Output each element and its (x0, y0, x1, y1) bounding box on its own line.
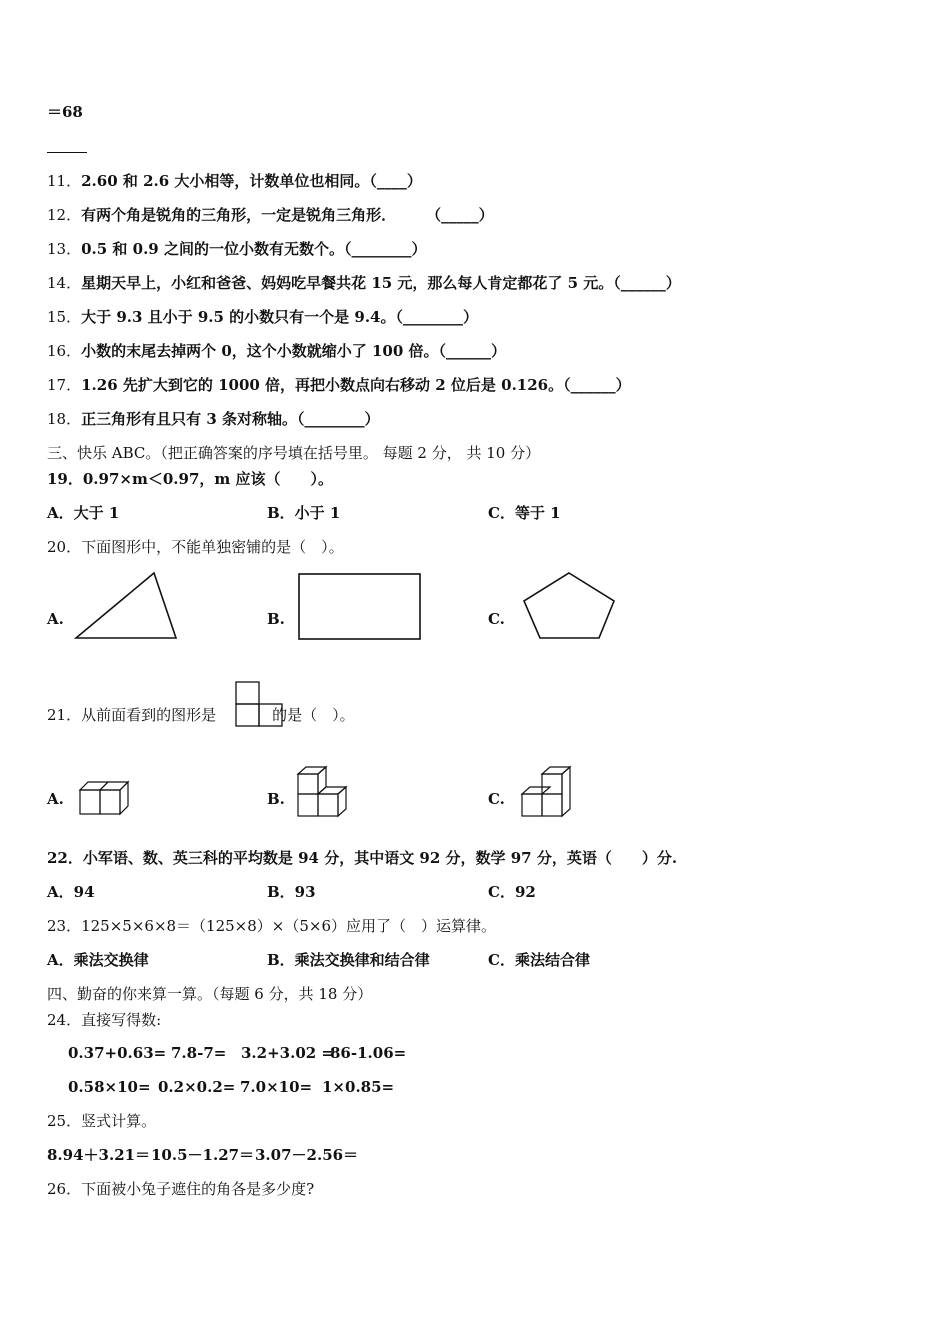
vertical-calc-item: 3.07－2.56＝ (255, 1146, 359, 1164)
q19-option-b: B．小于 1 (267, 504, 341, 522)
q21-option-c-label: C. (488, 790, 505, 808)
question-21-stem (47, 705, 355, 725)
question-18 (47, 409, 379, 429)
question-12 (47, 205, 494, 225)
q19-option-a: A．大于 1 (47, 504, 120, 522)
calc-item: 0.37+0.63= (68, 1044, 167, 1062)
q22-option-b: B．93 (267, 883, 316, 901)
question-number: 12． (47, 206, 82, 224)
question-text: 2.60 和 2.6 大小相等，计数单位也相同。（____） (81, 172, 422, 190)
question-number: 18． (47, 410, 82, 428)
calc-item: 7.8-7= (171, 1044, 227, 1062)
q23-option-c: C．乘法结合律 (488, 951, 590, 969)
q21-option-b-label: B. (267, 790, 285, 808)
rectangle-figure (297, 572, 423, 642)
q23-option-a: A．乘法交换律 (47, 951, 149, 969)
section-3-heading: 三、快乐 ABC。（把正确答案的序号填在括号里。 每题 2 分， 共 10 分） (47, 444, 541, 462)
question-text: 大于 9.3 且小于 9.5 的小数只有一个是 9.4。（________） (81, 308, 478, 326)
q21-stem-before: 21．从前面看到的图形是 (47, 706, 217, 724)
q21-stem-after: 的是（ ）。 (272, 706, 355, 724)
question-text: 1.26 先扩大到它的 1000 倍，再把小数点向右移动 2 位后是 0.126。（______） (81, 376, 631, 394)
question-number: 14． (47, 274, 82, 292)
cube-stack-a (76, 776, 132, 818)
q23-option-b: B．乘法交换律和结合律 (267, 951, 430, 969)
calc-item: 7.0×10= (240, 1078, 313, 1096)
q20-option-b-label: B. (267, 610, 285, 628)
question-13 (47, 239, 426, 259)
calc-item: 0.2×0.2= (158, 1078, 236, 1096)
question-24-stem: 24．直接写得数: (47, 1011, 162, 1029)
calc-item: 86-1.06= (330, 1044, 407, 1062)
q22-option-a: A．94 (47, 883, 95, 901)
q21-option-a-label: A. (47, 790, 64, 808)
question-23-stem: 23．125×5×6×8＝（125×8）×（5×6）应用了（ ）运算律。 (47, 917, 497, 935)
question-22-stem: 22．小军语、数、英三科的平均数是 94 分，其中语文 92 分，数学 97 分，英语（ ）分. (47, 849, 678, 867)
previous-answer-result: ＝68 (47, 103, 83, 121)
calc-item: 3.2+3.02 = (241, 1044, 334, 1062)
question-14 (47, 273, 681, 293)
front-view-figure (234, 680, 284, 728)
q19-option-c: C．等于 1 (488, 504, 561, 522)
q22-option-c: C．92 (488, 883, 536, 901)
triangle-figure (72, 570, 182, 642)
question-text: 0.5 和 0.9 之间的一位小数有无数个。（________） (81, 240, 427, 258)
question-number: 11． (47, 172, 82, 190)
question-text: 有两个角是锐角的三角形，一定是锐角三角形． （_____） (81, 206, 494, 224)
question-text: 星期天早上，小红和爸爸、妈妈吃早餐共花 15 元，那么每人肯定都花了 5 元。（______） (81, 274, 681, 292)
question-11 (47, 171, 422, 191)
question-text: 正三角形有且只有 3 条对称轴。（________） (81, 410, 380, 428)
question-25-stem: 25．竖式计算。 (47, 1112, 157, 1130)
question-number: 17． (47, 376, 82, 394)
cube-stack-c (518, 764, 574, 820)
question-text: 小数的末尾去掉两个 0，这个小数就缩小了 100 倍。（______） (81, 342, 507, 360)
question-26-stem: 26．下面被小兔子遮住的角各是多少度? (47, 1180, 315, 1198)
question-19-stem: 19．0.97×m＜0.97，m 应该（ ）。 (47, 470, 333, 488)
question-number: 16． (47, 342, 82, 360)
calc-item: 1×0.85= (322, 1078, 395, 1096)
question-17 (47, 375, 631, 395)
question-number: 15． (47, 308, 82, 326)
pentagon-figure (520, 570, 620, 642)
question-16 (47, 341, 506, 361)
calc-item: 0.58×10= (68, 1078, 151, 1096)
section-4-heading: 四、勤奋的你来算一算。（每题 6 分，共 18 分） (47, 985, 373, 1003)
vertical-calc-item: 10.5－1.27＝ (151, 1146, 255, 1164)
question-number: 13． (47, 240, 82, 258)
vertical-calc-item: 8.94＋3.21＝ (47, 1146, 151, 1164)
question-15 (47, 307, 478, 327)
question-20-stem: 20．下面图形中，不能单独密铺的是（ ）。 (47, 538, 344, 556)
answer-underline (47, 152, 87, 153)
cube-stack-b (294, 764, 350, 820)
q20-option-c-label: C. (488, 610, 505, 628)
q20-option-a-label: A. (47, 610, 64, 628)
